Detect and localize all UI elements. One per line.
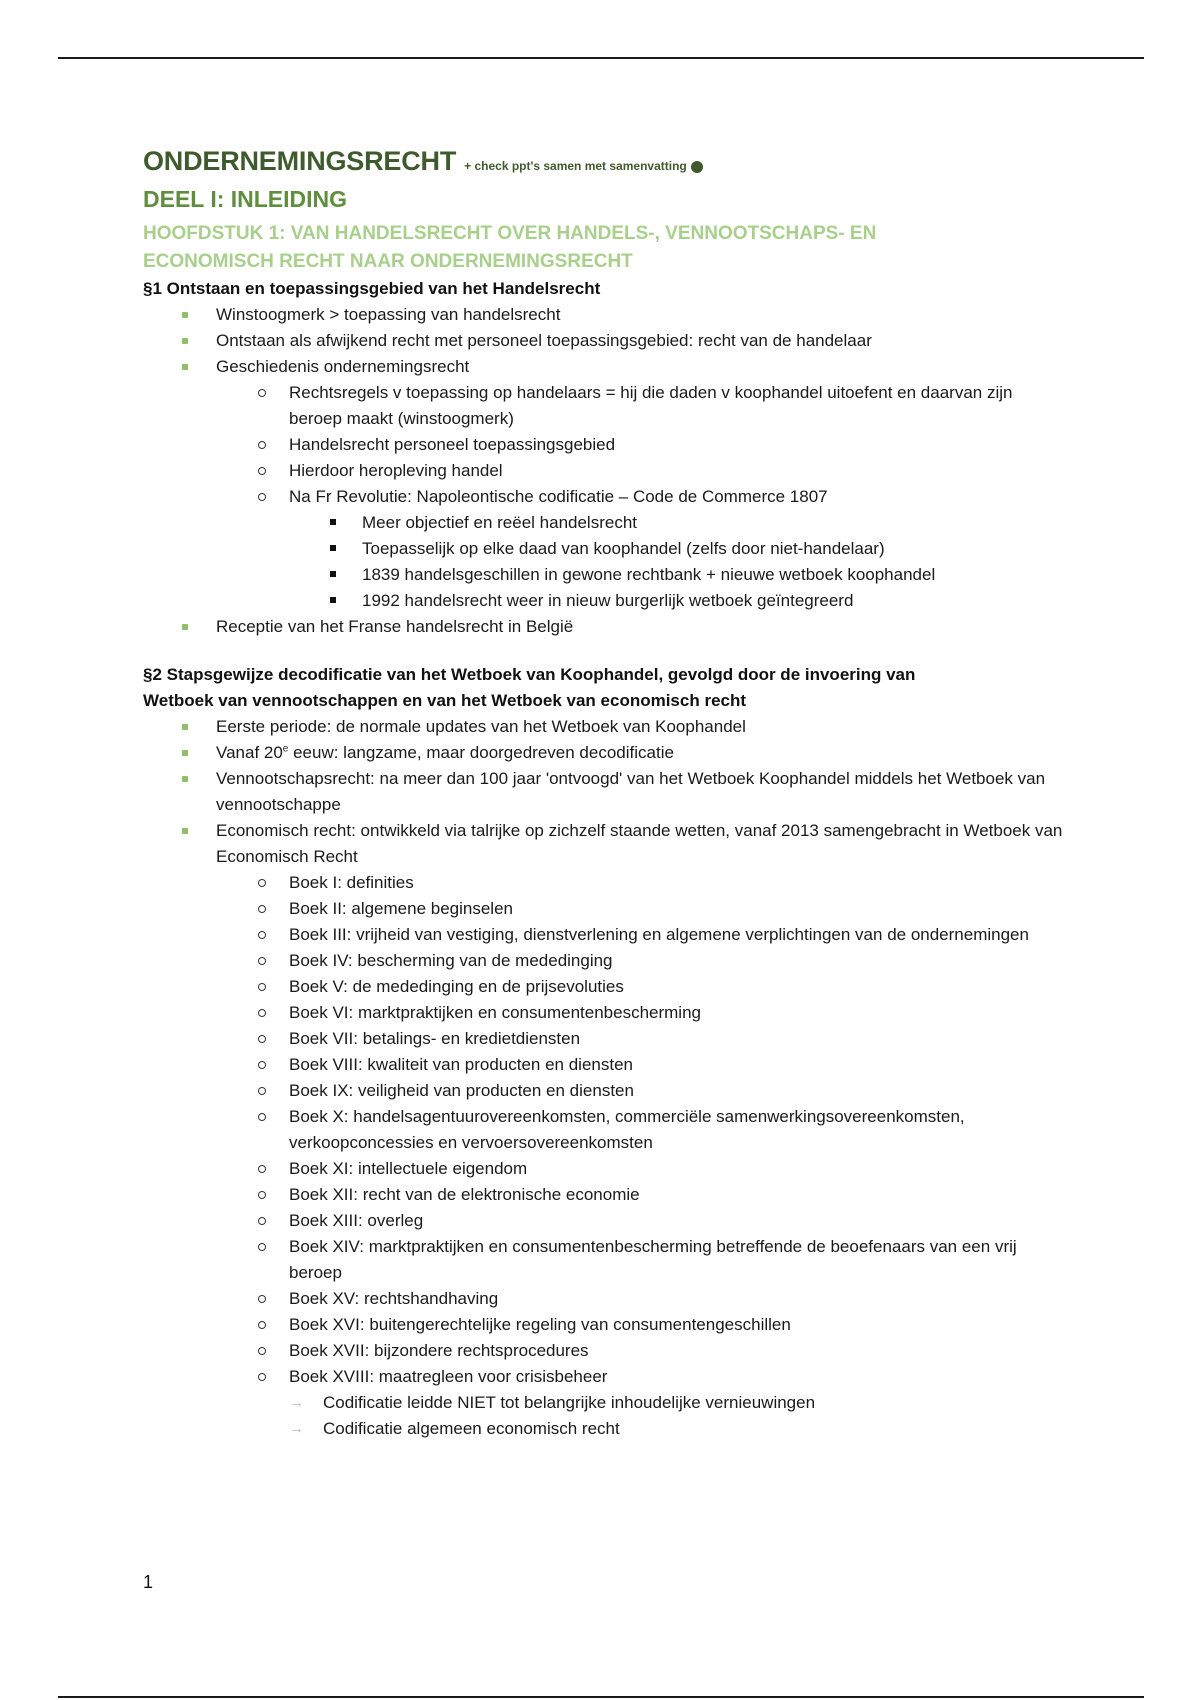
title-line [143,146,1063,180]
arrow-text: → Codificatie algemeen economisch recht [323,1416,1063,1442]
book-item [216,1182,1063,1208]
book-item [216,1026,1063,1052]
book-item [216,1104,1063,1156]
bullet-text: Winstoogmerk > toepassing van handelsrecht [216,302,1063,328]
codification-sublist [289,510,1063,614]
bullet-text: Hierdoor heropleving handel [289,458,1063,484]
book-item [216,974,1063,1000]
book-text: Boek XII: recht van de elektronische economie [289,1182,1063,1208]
book-item [216,1156,1063,1182]
book-text: Boek XVII: bijzondere rechtsprocedures [289,1338,1063,1364]
list-item [216,432,1063,458]
bullet-text: Geschiedenis ondernemingsrecht [216,354,1063,380]
book-item [216,1364,1063,1390]
book-text: Boek XIV: marktpraktijken en consumentenbescherming betreffende de beoefenaars van een vrij beroep [289,1234,1063,1286]
book-text: Boek V: de mededinging en de prijsevoluties [289,974,1063,1000]
list-item [143,614,1063,640]
book-item [216,1078,1063,1104]
book-item [216,1312,1063,1338]
list-item [289,510,1063,536]
list-item [143,714,1063,740]
book-text: Boek X: handelsagentuurovereenkomsten, commerciële samenwerkingsovereenkomsten, verkoopconcessies en vervoersovereenkomsten [289,1104,1063,1156]
arrow-item [143,1390,1063,1416]
list-item [216,484,1063,614]
book-text: Boek IV: bescherming van de mededinging [289,948,1063,974]
section2-title-line1: §2 Stapsgewijze decodificatie van het Wetboek van Koophandel, gevolgd door de invoering van [143,665,916,684]
book-text: Boek VIII: kwaliteit van producten en diensten [289,1052,1063,1078]
list-item [143,302,1063,328]
book-item [216,948,1063,974]
book-item [216,1234,1063,1286]
bullet-text: Na Fr Revolutie: Napoleontische codificatie – Code de Commerce 1807 [289,484,1063,510]
section1-title: §1 Ontstaan en toepassingsgebied van het Handelsrecht [143,279,601,298]
bullet-text: 1839 handelsgeschillen in gewone rechtbank + nieuwe wetboek koophandel [362,562,1063,588]
bullet-text: Receptie van het Franse handelsrecht in België [216,614,1063,640]
list-item [143,818,1063,1390]
list-item [289,562,1063,588]
list-item [289,588,1063,614]
book-text: Boek VI: marktpraktijken en consumentenbescherming [289,1000,1063,1026]
history-sublist [216,380,1063,614]
bullet-text: 1992 handelsrecht weer in nieuw burgerlijk wetboek geïntegreerd [362,588,1063,614]
page-number: 1 [143,1572,154,1592]
bullet-text: Rechtsregels v toepassing op handelaars = hij die daden v koophandel uitoefent en daarvan zijn beroep maakt (winstoogmerk) [289,380,1063,432]
chapter-heading-line2: ECONOMISCH RECHT NAAR ONDERNEMINGSRECHT [143,251,633,272]
book-text: Boek XVIII: maatregleen voor crisisbeheer [289,1364,1063,1390]
superscript: e [282,743,289,755]
list-item [143,354,1063,614]
list-item [143,740,1063,766]
book-item [216,1052,1063,1078]
footer-rule [58,1696,1144,1698]
bullet-text: Meer objectief en reëel handelsrecht [362,510,1063,536]
section2-title-line2: Wetboek van vennootschappen en van het Wetboek van economisch recht [143,691,747,710]
document-title: ONDERNEMINGSRECHT [143,146,457,176]
list-item [143,328,1063,354]
smiley-icon [691,161,703,173]
part-heading: DEEL I: INLEIDING [143,186,348,212]
book-item [216,1286,1063,1312]
document-page [143,146,1063,1442]
header-rule [58,57,1144,59]
bullet-text: Handelsrecht personeel toepassingsgebied [289,432,1063,458]
book-item [216,1000,1063,1026]
book-item [216,896,1063,922]
title-note-text: + check ppt's samen met samenvatting [464,159,687,173]
book-text: Boek IX: veiligheid van producten en diensten [289,1078,1063,1104]
arrow-item [143,1416,1063,1442]
bullet-text: Vennootschapsrecht: na meer dan 100 jaar 'ontvoogd' van het Wetboek Koophandel middels het Wetboek van vennootschappe [216,766,1063,818]
bullet-text [216,740,1063,766]
book-text: Boek XI: intellectuele eigendom [289,1156,1063,1182]
century-prefix: Vanaf 20 [216,743,283,762]
book-text: Boek I: definities [289,870,1063,896]
chapter-heading-line1: HOOFDSTUK 1: VAN HANDELSRECHT OVER HANDELS-, VENNOOTSCHAPS- EN [143,223,877,244]
book-item [216,922,1063,948]
book-text: Boek XIII: overleg [289,1208,1063,1234]
book-text: Boek II: algemene beginselen [289,896,1063,922]
arrow-text: → Codificatie leidde NIET tot belangrijke inhoudelijke vernieuwingen [323,1390,1063,1416]
list-item [216,458,1063,484]
book-item [216,1338,1063,1364]
section1-list [143,302,1063,640]
century-suffix: eeuw: langzame, maar doorgedreven decodificatie [288,743,674,762]
conclusion-list [143,1390,1063,1442]
bullet-text: Eerste periode: de normale updates van het Wetboek van Koophandel [216,714,1063,740]
book-item [216,1208,1063,1234]
list-item [289,536,1063,562]
book-text: Boek VII: betalings- en kredietdiensten [289,1026,1063,1052]
list-item [143,766,1063,818]
section2-list [143,714,1063,1390]
bullet-text: Ontstaan als afwijkend recht met personeel toepassingsgebied: recht van de handelaar [216,328,1063,354]
books-sublist [216,870,1063,1390]
list-item [216,380,1063,432]
book-text: Boek III: vrijheid van vestiging, dienstverlening en algemene verplichtingen van de ondernemingen [289,922,1063,948]
bullet-text: Toepasselijk op elke daad van koophandel (zelfs door niet-handelaar) [362,536,1063,562]
title-note [464,159,703,173]
book-text: Boek XV: rechtshandhaving [289,1286,1063,1312]
section2-title [143,662,1063,714]
book-item [216,870,1063,896]
chapter-heading [143,220,1063,276]
book-text: Boek XVI: buitengerechtelijke regeling van consumentengeschillen [289,1312,1063,1338]
bullet-text: Economisch recht: ontwikkeld via talrijke op zichzelf staande wetten, vanaf 2013 samengebracht in Wetboek van Economisch Recht [216,818,1063,870]
